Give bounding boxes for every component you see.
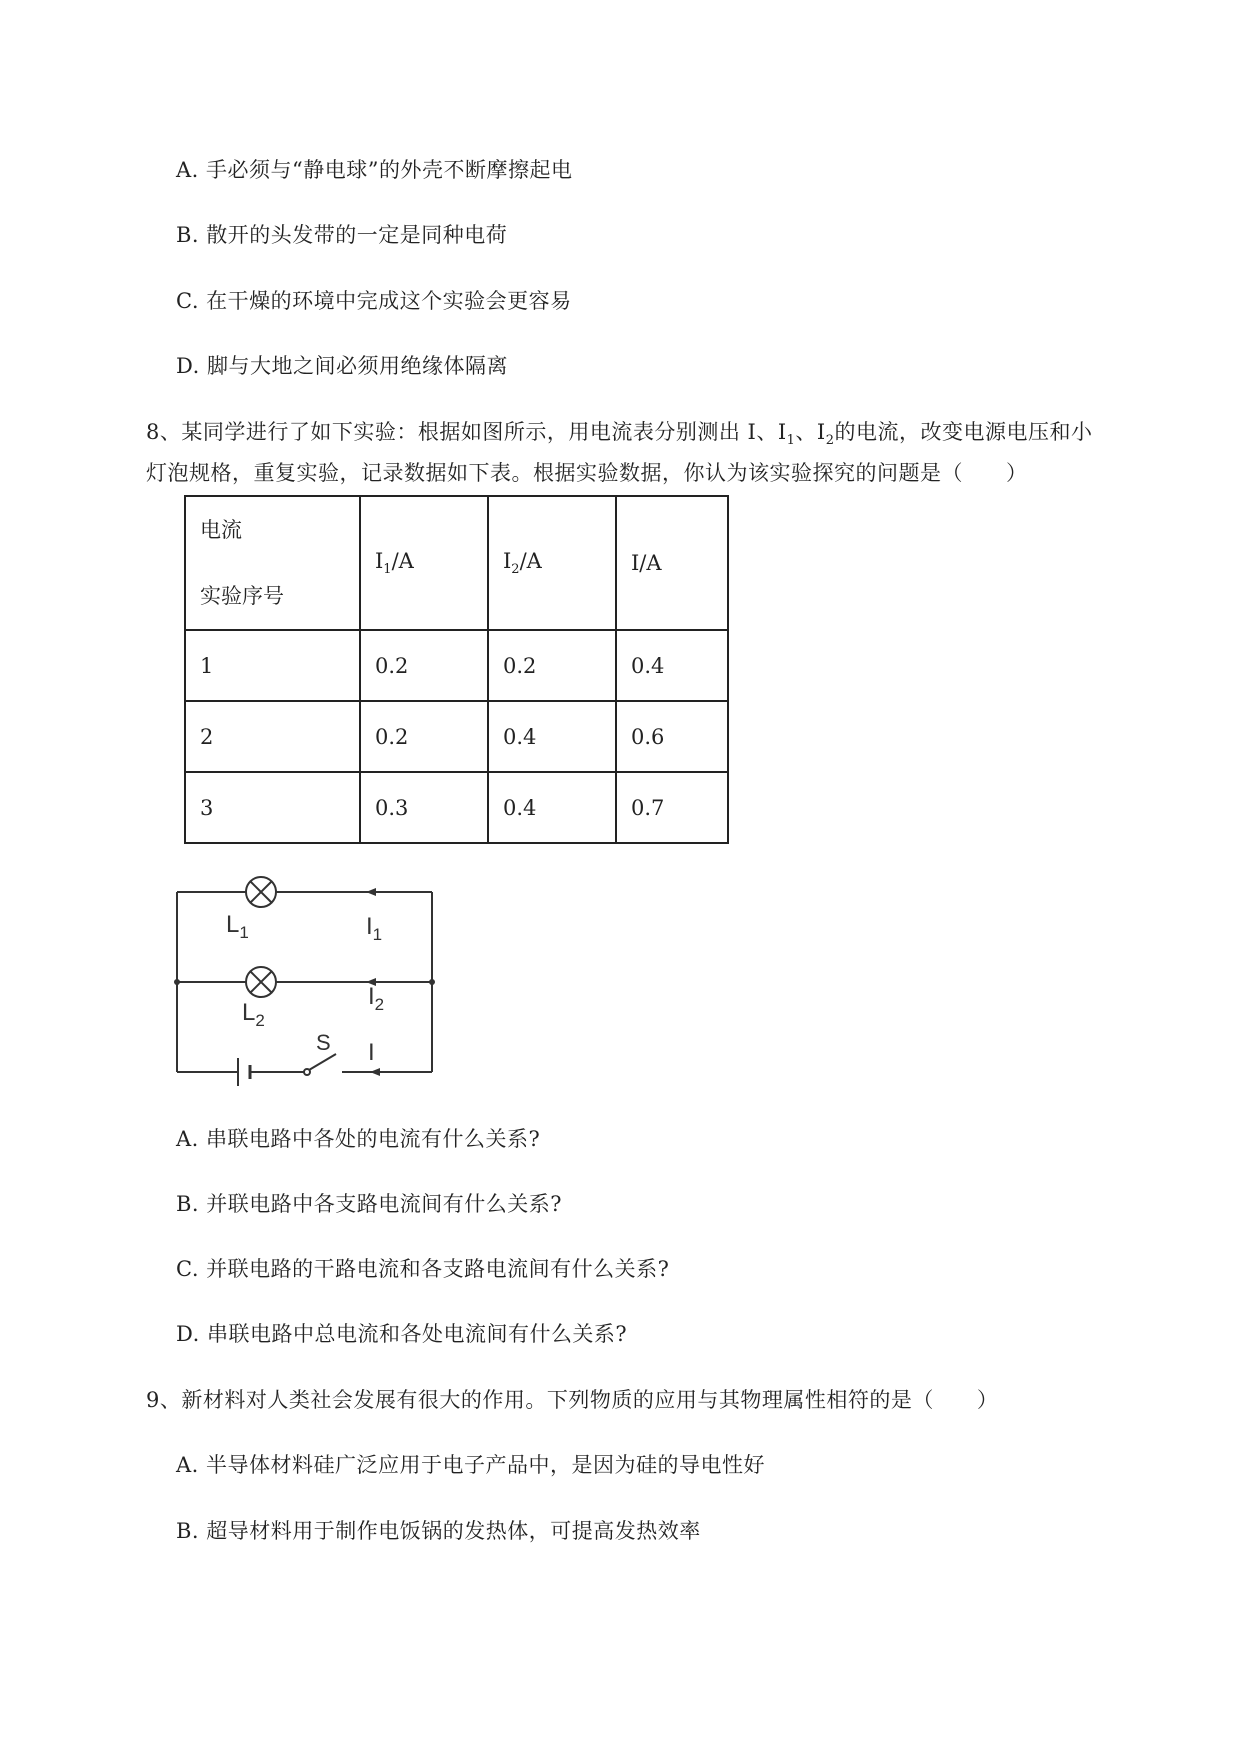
q8-stem-line2: 灯泡规格，重复实验，记录数据如下表。根据实验数据，你认为该实验探究的问题是（ ） xyxy=(146,461,1028,485)
junction-dot xyxy=(429,979,435,985)
table-cell: 0.4 xyxy=(616,630,728,701)
table-cell: 3 xyxy=(185,772,360,843)
table-header-i1: $I_1/A$ xyxy=(360,496,488,630)
table-cell: 0.7 xyxy=(616,772,728,843)
table-cell: 0.2 xyxy=(488,630,616,701)
table-row xyxy=(185,630,728,701)
label-l1: $L_1$ xyxy=(226,911,249,942)
q7-option-d: D. 脚与大地之间必须用绝缘体隔离 xyxy=(176,354,508,378)
q9-option-b: B. 超导材料用于制作电饭锅的发热体，可提高发热效率 xyxy=(176,1519,701,1543)
table-cell: 0.4 xyxy=(488,772,616,843)
table-cell: 0.2 xyxy=(360,701,488,772)
table-header-row xyxy=(185,496,728,630)
q8-option-d: D. 串联电路中总电流和各处电流间有什么关系? xyxy=(176,1322,628,1346)
table-row xyxy=(185,701,728,772)
circuit-diagram xyxy=(170,870,450,1090)
table-header-i2: $I_2/A$ xyxy=(488,496,616,630)
switch-blade xyxy=(309,1054,336,1070)
data-table xyxy=(184,495,729,844)
label-switch-s: S xyxy=(316,1030,331,1055)
q7-option-b: B. 散开的头发带的一定是同种电荷 xyxy=(176,223,508,247)
table-header-diagonal-cell: 电流 实验序号 xyxy=(185,496,360,630)
table-cell: 1 xyxy=(185,630,360,701)
q8-option-c: C. 并联电路的干路电流和各支路电流间有什么关系? xyxy=(176,1257,670,1281)
table-cell: 0.2 xyxy=(360,630,488,701)
q9-option-a: A. 半导体材料硅广泛应用于电子产品中，是因为硅的导电性好 xyxy=(176,1453,766,1477)
arrow-i-icon xyxy=(370,1068,380,1076)
q8-option-b: B. 并联电路中各支路电流间有什么关系? xyxy=(176,1192,563,1216)
q8-option-a: A. 串联电路中各处的电流有什么关系? xyxy=(176,1127,541,1151)
table-cell: 2 xyxy=(185,701,360,772)
table-cell: 0.6 xyxy=(616,701,728,772)
table-header-i: I/A xyxy=(616,496,728,630)
table-cell: 0.3 xyxy=(360,772,488,843)
q7-option-c: C. 在干燥的环境中完成这个实验会更容易 xyxy=(176,289,572,313)
arrow-i1-icon xyxy=(366,888,376,896)
label-i1: $I_1$ xyxy=(366,913,383,944)
q8-stem-line1: 8、某同学进行了如下实验：根据如图所示，用电流表分别测出 I、$I_1$、$I_2$的电流，改变电源电压和小 xyxy=(146,420,1093,449)
table-row xyxy=(185,772,728,843)
label-l2: $L_2$ xyxy=(242,999,265,1030)
label-i: I xyxy=(368,1039,375,1066)
q7-option-a: A. 手必须与“静电球”的外壳不断摩擦起电 xyxy=(176,158,573,182)
junction-dot xyxy=(174,979,180,985)
q9-stem: 9、新材料对人类社会发展有很大的作用。下列物质的应用与其物理属性相符的是（ ） xyxy=(146,1388,999,1412)
label-i2: $I_2$ xyxy=(368,983,385,1014)
table-cell: 0.4 xyxy=(488,701,616,772)
